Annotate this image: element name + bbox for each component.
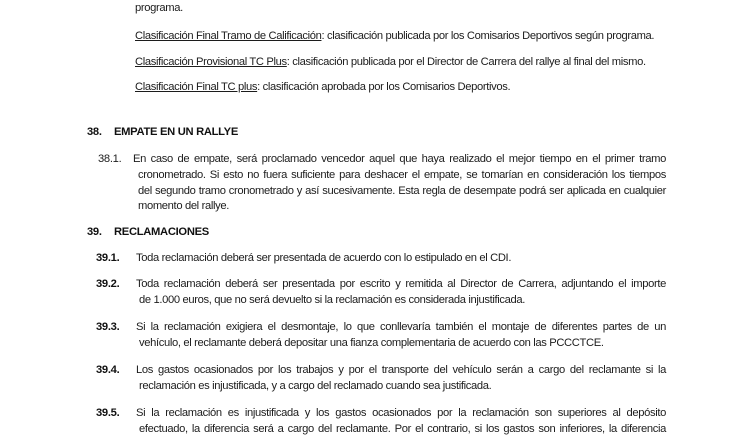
paragraph-39-3 [136, 320, 666, 336]
section-title: RECLAMACIONES [114, 226, 209, 238]
item-number: 39.1. [96, 252, 120, 264]
definition-item [135, 29, 654, 45]
item-number: 39.3. [96, 321, 120, 333]
definition-term: Clasificación Provisional TC Plus [135, 56, 287, 68]
paragraph-line: vehículo, el reclamante deberá depositar una fianza complementaria de acuerdo con las PCCCTCE. [139, 337, 604, 349]
definition-text: : clasificación publicada por el Director de Carrera del rallye al final del mismo. [286, 56, 646, 68]
definition-term: Clasificación Final Tramo de Calificación [135, 30, 322, 42]
item-number: 39.5. [96, 407, 120, 419]
paragraph-line: efectuado, la diferencia será a cargo del reclamante. Por el contrario, si los gastos son inferiores, la diferencia [139, 423, 666, 435]
definition-term: Clasificación Final TC plus [135, 81, 258, 93]
paragraph-line: Toda reclamación deberá ser presentada de acuerdo con lo estipulado en el CDI. [136, 252, 512, 264]
paragraph-39-4 [136, 363, 666, 379]
section-heading-38 [87, 126, 238, 138]
definition-item [135, 55, 646, 71]
definition-text: : clasificación publicada por los Comisarios Deportivos según programa. [321, 30, 655, 42]
definition-text: : clasificación aprobada por los Comisarios Deportivos. [257, 81, 511, 93]
paragraph-line: momento del rallye. [138, 200, 229, 212]
paragraph-39-3-rest [139, 336, 666, 352]
paragraph-39-2-rest [139, 293, 666, 309]
definition-continuation: programa. [135, 2, 183, 14]
paragraph-line: del segundo tramo cronometrado y así sucesivamente. Esta regla de desempate podrá ser aplicada en cualquier [138, 184, 666, 197]
paragraph-39-1 [136, 251, 666, 267]
section-heading-39 [87, 226, 209, 238]
paragraph-line: reclamación es injustificada, y a cargo del reclamado cuando sea justificada. [139, 380, 492, 392]
paragraph-39-2 [136, 277, 666, 293]
section-title: EMPATE EN UN RALLYE [114, 126, 239, 138]
paragraph-39-5 [136, 406, 666, 422]
paragraph-line: cronometrado. Si esto no fuera suficiente para deshacer el empate, se tomarían en consideración los tiempos [138, 169, 666, 181]
paragraph-line: Si la reclamación es injustificada y los gastos ocasionados por la reclamación son superiores al depósito [136, 407, 666, 419]
paragraph-38-1-rest [138, 168, 666, 215]
definition-item [135, 80, 510, 96]
paragraph-line: de 1.000 euros, que no será devuelto si la reclamación es considerada injustificada. [139, 294, 526, 306]
item-number: 39.2. [96, 278, 120, 290]
item-number: 38.1. [98, 153, 122, 165]
paragraph-line: Si la reclamación exigiera el desmontaje, lo que conllevaría también el montaje de diferentes partes de un [136, 321, 666, 333]
paragraph-line: En caso de empate, será proclamado vencedor aquel que haya realizado el mejor tiempo en el primer tramo [133, 153, 666, 165]
paragraph-38-1-first [133, 152, 666, 168]
paragraph-line: Toda reclamación deberá ser presentada por escrito y remitida al Director de Carrera, adjuntando el importe [136, 278, 666, 290]
paragraph-39-4-rest [139, 379, 666, 395]
section-number: 39. [87, 226, 102, 238]
section-number: 38. [87, 126, 102, 138]
item-number: 39.4. [96, 364, 120, 376]
paragraph-line: Los gastos ocasionados por los trabajos y por el transporte del vehículo serán a cargo del reclamante si la [136, 364, 666, 376]
